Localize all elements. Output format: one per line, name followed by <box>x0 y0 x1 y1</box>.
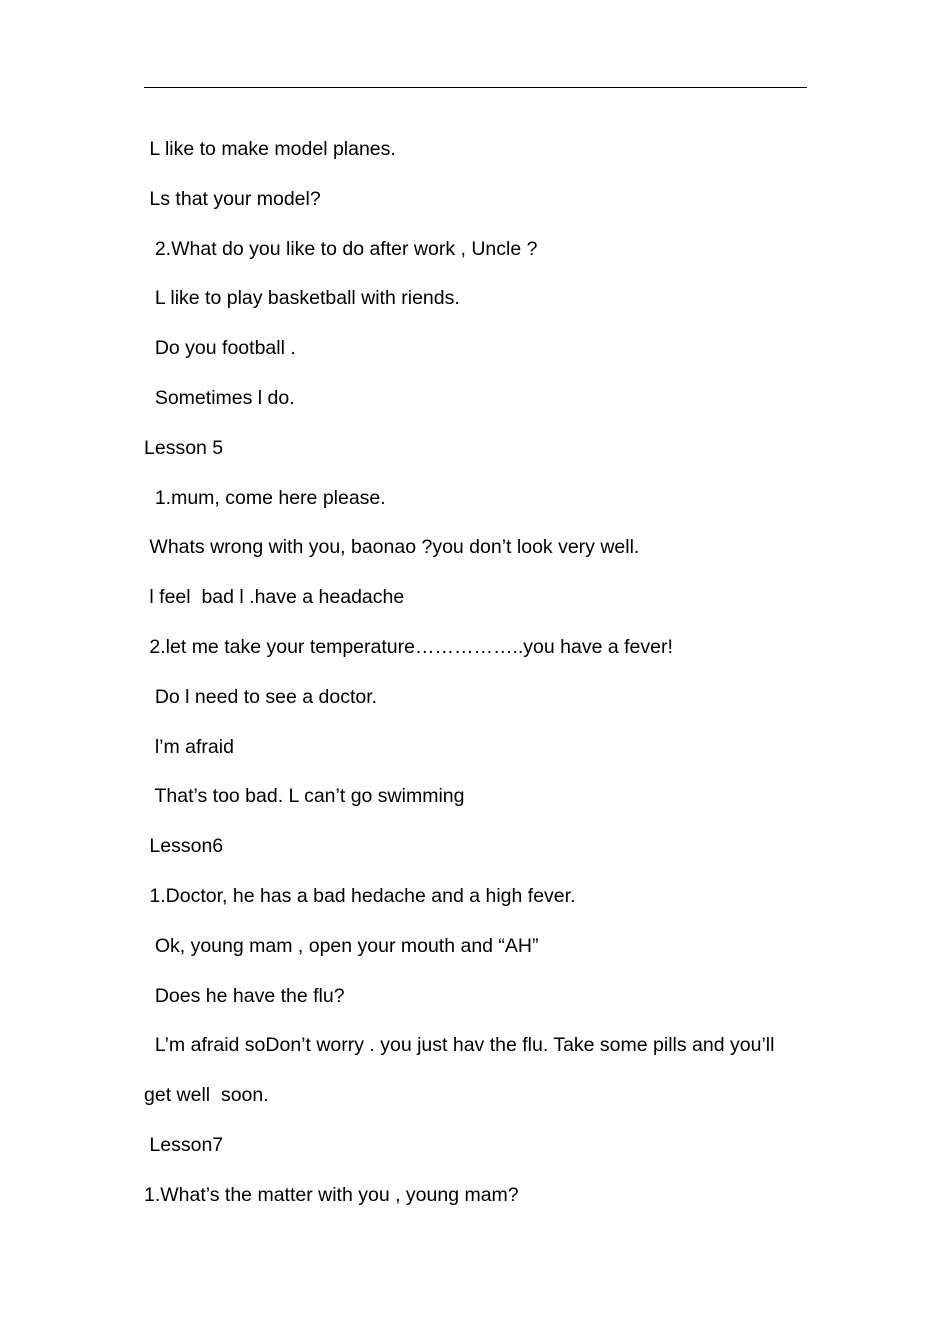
lesson-heading: Lesson6 <box>144 835 224 858</box>
document-body <box>144 136 824 1232</box>
text-line: Sometimes l do. <box>144 386 295 409</box>
text-line: L like to make model planes. <box>144 138 396 160</box>
text-line: get well soon. <box>144 1084 269 1107</box>
text-line: L’m afraid soDon’t worry . you just hav the flu. Take some pills and you’ll <box>144 1034 775 1057</box>
text-line: That’s too bad. L can’t go swimming <box>144 785 465 808</box>
text-line: Ok, young mam , open your mouth and “AH” <box>144 934 539 957</box>
text-line: Do l need to see a doctor. <box>144 685 378 708</box>
text-line: Does he have the flu? <box>144 984 345 1007</box>
lesson-heading: Lesson7 <box>144 1133 224 1156</box>
text-line: 1.Doctor, he has a bad hedache and a high fever. <box>144 884 576 907</box>
text-line: L like to play basketball with riends. <box>144 287 460 310</box>
text-line: l feel bad l .have a headache <box>144 586 405 609</box>
text-line: 2.What do you like to do after work , Uncle ? <box>144 237 538 260</box>
text-line: 1.What’s the matter with you , young mam? <box>144 1183 519 1206</box>
text-line: Ls that your model? <box>144 187 321 210</box>
text-line: Whats wrong with you, baonao ?you don’t look very well. <box>144 536 640 559</box>
header-rule <box>144 87 807 88</box>
text-line: 1.mum, come here please. <box>144 486 386 509</box>
text-line: 2.let me take your temperature……………..you have a fever! <box>144 635 673 658</box>
text-line: Do you football . <box>144 337 296 360</box>
text-line: l’m afraid <box>144 735 234 758</box>
lesson-heading: Lesson 5 <box>144 436 224 459</box>
